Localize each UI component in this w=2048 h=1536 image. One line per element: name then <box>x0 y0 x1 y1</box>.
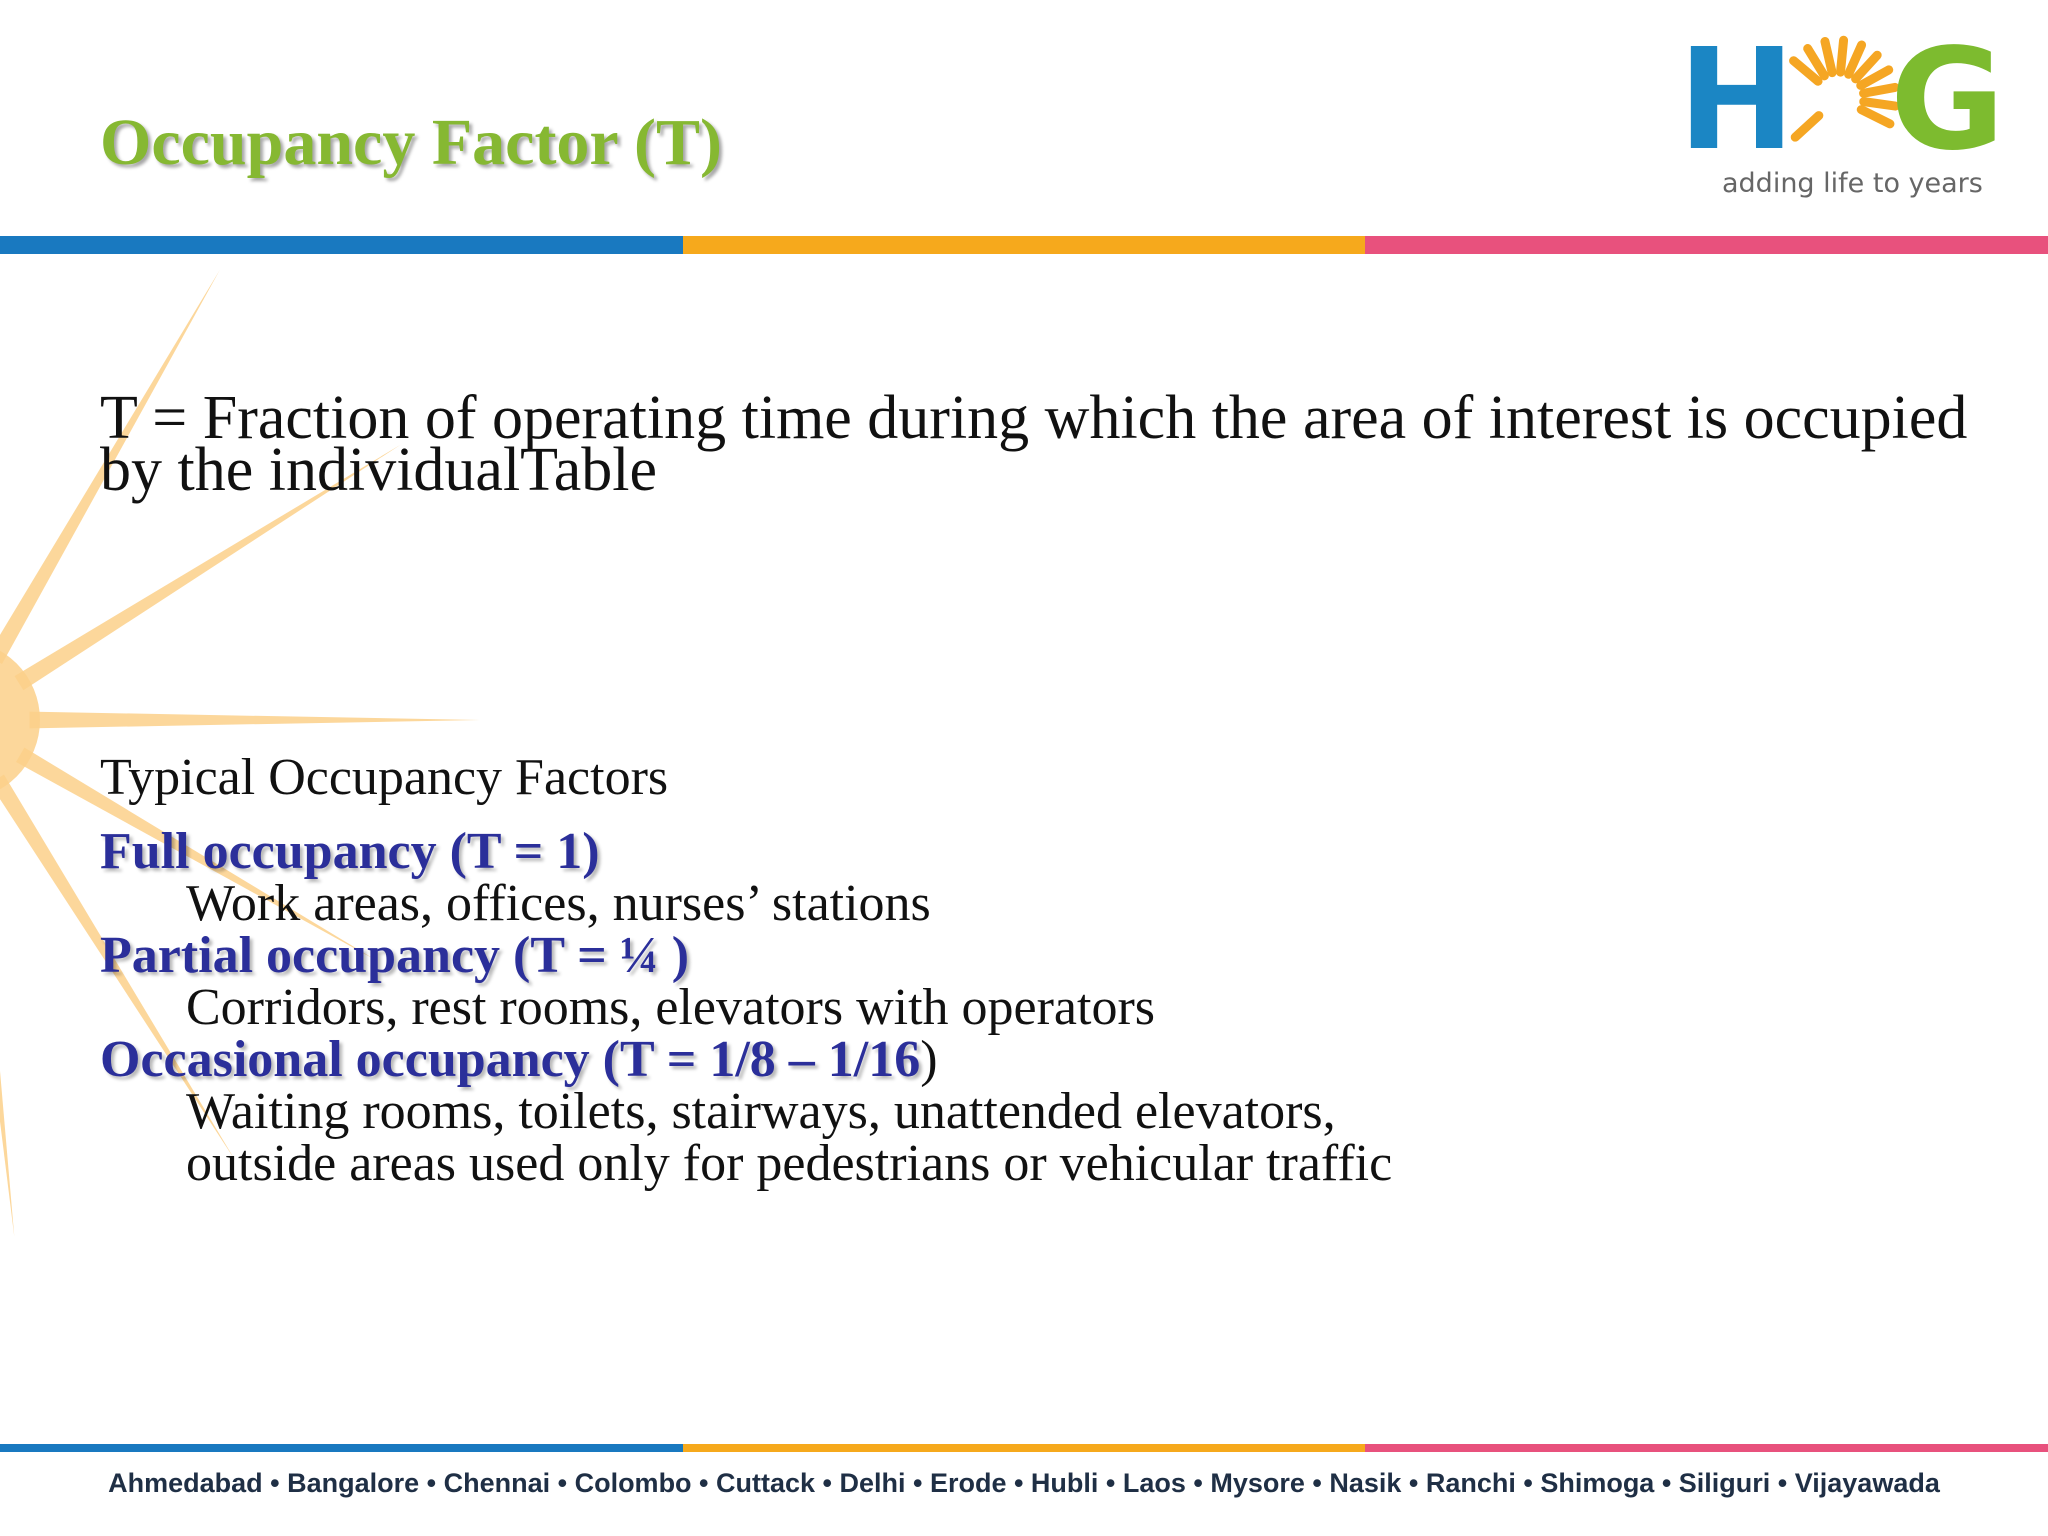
factor-heading: Partial occupancy (T = ¼ ) <box>100 927 690 984</box>
logo-sun-ray <box>1825 41 1832 72</box>
band-segment-orange <box>683 236 1366 254</box>
footer-city-list: Ahmedabad • Bangalore • Chennai • Colombo • Cuttack • Delhi • Erode • Hubli • Laos • Mysore • Nasik • Ranchi • Shimoga • Siliguri • Vijayawada <box>108 1468 1940 1498</box>
factor-full <box>100 823 1900 932</box>
sun-ray <box>29 712 480 729</box>
factor-heading: Occasional occupancy (T = 1/8 – 1/16) <box>100 1031 938 1088</box>
slide-title: Occupancy Factor (T) <box>100 106 723 179</box>
logo-letter-h: H <box>1678 30 1796 182</box>
band-segment-blue <box>0 236 683 254</box>
top-color-band <box>0 236 2048 254</box>
factor-description: Corridors, rest rooms, elevators with operators <box>186 979 1156 1036</box>
occupancy-factor-list <box>100 823 1900 1192</box>
band-segment-orange <box>683 1444 1366 1452</box>
factor-description: Work areas, offices, nurses’ stations <box>186 875 931 932</box>
factor-description: Waiting rooms, toilets, stairways, unattended elevators, <box>186 1083 1336 1140</box>
logo-sun-ray <box>1840 40 1843 72</box>
band-segment-blue <box>0 1444 683 1452</box>
factor-heading: Full occupancy (T = 1) <box>100 823 600 880</box>
factor-partial <box>100 927 1900 1036</box>
bottom-color-band <box>0 1444 2048 1452</box>
logo-tagline: adding life to years <box>1722 168 1983 199</box>
definition-text: T = Fraction of operating time during which the area of interest is occupied by the individualTable <box>100 384 1968 504</box>
sun-ray <box>0 788 14 1237</box>
band-segment-pink <box>1365 236 2048 254</box>
factor-description: outside areas used only for pedestrians or vehicular traffic <box>186 1135 1393 1192</box>
factor-occasional <box>100 1031 1900 1192</box>
subheading: Typical Occupancy Factors <box>100 749 669 806</box>
sun-core <box>0 640 40 800</box>
logo-sun-c-icon <box>1794 40 1896 137</box>
logo-sun-ray <box>1795 116 1819 138</box>
logo-sun-ray <box>1861 110 1890 124</box>
logo-letter-g: G <box>1890 30 2005 182</box>
band-segment-pink <box>1365 1444 2048 1452</box>
